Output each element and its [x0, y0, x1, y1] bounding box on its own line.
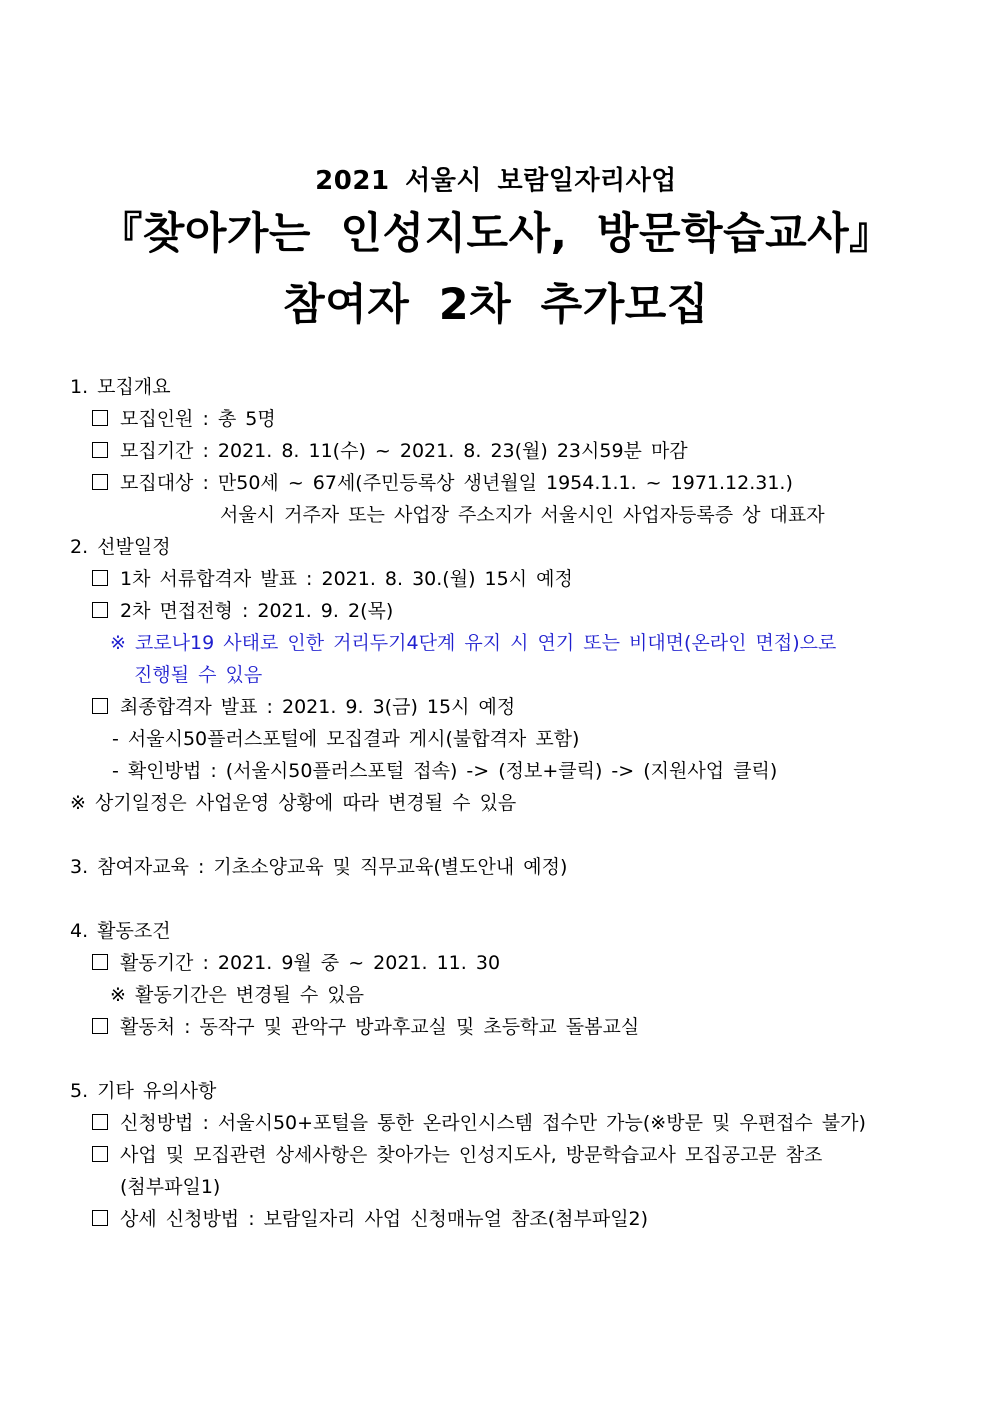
- section-1-item-recruit-target-continued: 서울시 거주자 또는 사업장 주소지가 서울시인 사업자등록증 상 대표자: [220, 504, 825, 526]
- checkbox-square-icon: [92, 602, 108, 618]
- section-1-item-recruit-period: [92, 438, 688, 464]
- section-2-heading: 2. 선발일정: [70, 536, 171, 558]
- section-4-heading: 4. 활동조건: [70, 920, 171, 942]
- section-2-item-final-result: [92, 694, 515, 720]
- item-text: 모집기간 : 2021. 8. 11(수) ~ 2021. 8. 23(월) 23시59분 마감: [120, 440, 688, 462]
- checkbox-square-icon: [92, 410, 108, 426]
- section-1-heading: 1. 모집개요: [70, 376, 171, 398]
- section-5-item-application-method: [92, 1110, 866, 1136]
- section-4-period-note: ※ 활동기간은 변경될 수 있음: [110, 984, 364, 1006]
- section-2-detail-check-method: - 확인방법 : (서울시50플러스포털 접속) -> (정보+클릭) -> (지원사업 클릭): [112, 760, 778, 782]
- item-text: 사업 및 모집관련 상세사항은 찾아가는 인성지도사, 방문학습교사 모집공고문 참조: [120, 1144, 823, 1166]
- item-text: 신청방법 : 서울시50+포털을 통한 온라인시스템 접수만 가능(※방문 및 우편접수 불가): [120, 1112, 866, 1134]
- checkbox-square-icon: [92, 1146, 108, 1162]
- item-text: 활동기간 : 2021. 9월 중 ~ 2021. 11. 30: [120, 952, 501, 974]
- section-2-item-document-result: [92, 566, 573, 592]
- checkbox-square-icon: [92, 698, 108, 714]
- checkbox-square-icon: [92, 570, 108, 586]
- section-3-heading: 3. 참여자교육 : 기초소양교육 및 직무교육(별도안내 예정): [70, 856, 568, 878]
- checkbox-square-icon: [92, 1018, 108, 1034]
- checkbox-square-icon: [92, 474, 108, 490]
- section-5-item-application-manual: [92, 1206, 648, 1232]
- document-subtitle: 2021 서울시 보람일자리사업: [315, 166, 677, 196]
- section-2-schedule-note: ※ 상기일정은 사업운영 상황에 따라 변경될 수 있음: [70, 792, 517, 814]
- checkbox-square-icon: [92, 1210, 108, 1226]
- item-text: 최종합격자 발표 : 2021. 9. 3(금) 15시 예정: [120, 696, 516, 718]
- section-2-item-interview: [92, 598, 393, 624]
- item-text: 1차 서류합격자 발표 : 2021. 8. 30.(월) 15시 예정: [120, 568, 573, 590]
- section-5-attachment-1: (첨부파일1): [120, 1176, 221, 1198]
- section-2-covid-note: ※ 코로나19 사태로 인한 거리두기4단계 유지 시 연기 또는 비대면(온라인 면접)으로: [110, 632, 837, 654]
- item-text: 모집대상 : 만50세 ~ 67세(주민등록상 생년월일 1954.1.1. ~ 1971.12.31.): [120, 472, 793, 494]
- item-text: 활동처 : 동작구 및 관악구 방과후교실 및 초등학교 돌봄교실: [120, 1016, 640, 1038]
- section-1-item-recruit-target: [92, 470, 793, 496]
- section-2-detail-posting: - 서울시50플러스포털에 모집결과 게시(불합격자 포함): [112, 728, 580, 750]
- document-title: 『찾아가는 인성지도사, 방문학습교사』: [99, 209, 893, 259]
- section-4-item-activity-period: [92, 950, 500, 976]
- section-5-item-details-reference: [92, 1142, 822, 1168]
- section-4-item-activity-place: [92, 1014, 639, 1040]
- section-2-covid-note-continued: 진행될 수 있음: [134, 664, 263, 686]
- section-5-heading: 5. 기타 유의사항: [70, 1080, 217, 1102]
- item-text: 상세 신청방법 : 보람일자리 사업 신청매뉴얼 참조(첨부파일2): [120, 1208, 649, 1230]
- checkbox-square-icon: [92, 442, 108, 458]
- item-text: 2차 면접전형 : 2021. 9. 2(목): [120, 600, 394, 622]
- checkbox-square-icon: [92, 1114, 108, 1130]
- item-text: 모집인원 : 총 5명: [120, 408, 276, 430]
- document-title-line2: 참여자 2차 추가모집: [283, 280, 709, 330]
- checkbox-square-icon: [92, 954, 108, 970]
- section-1-item-recruit-count: [92, 406, 276, 432]
